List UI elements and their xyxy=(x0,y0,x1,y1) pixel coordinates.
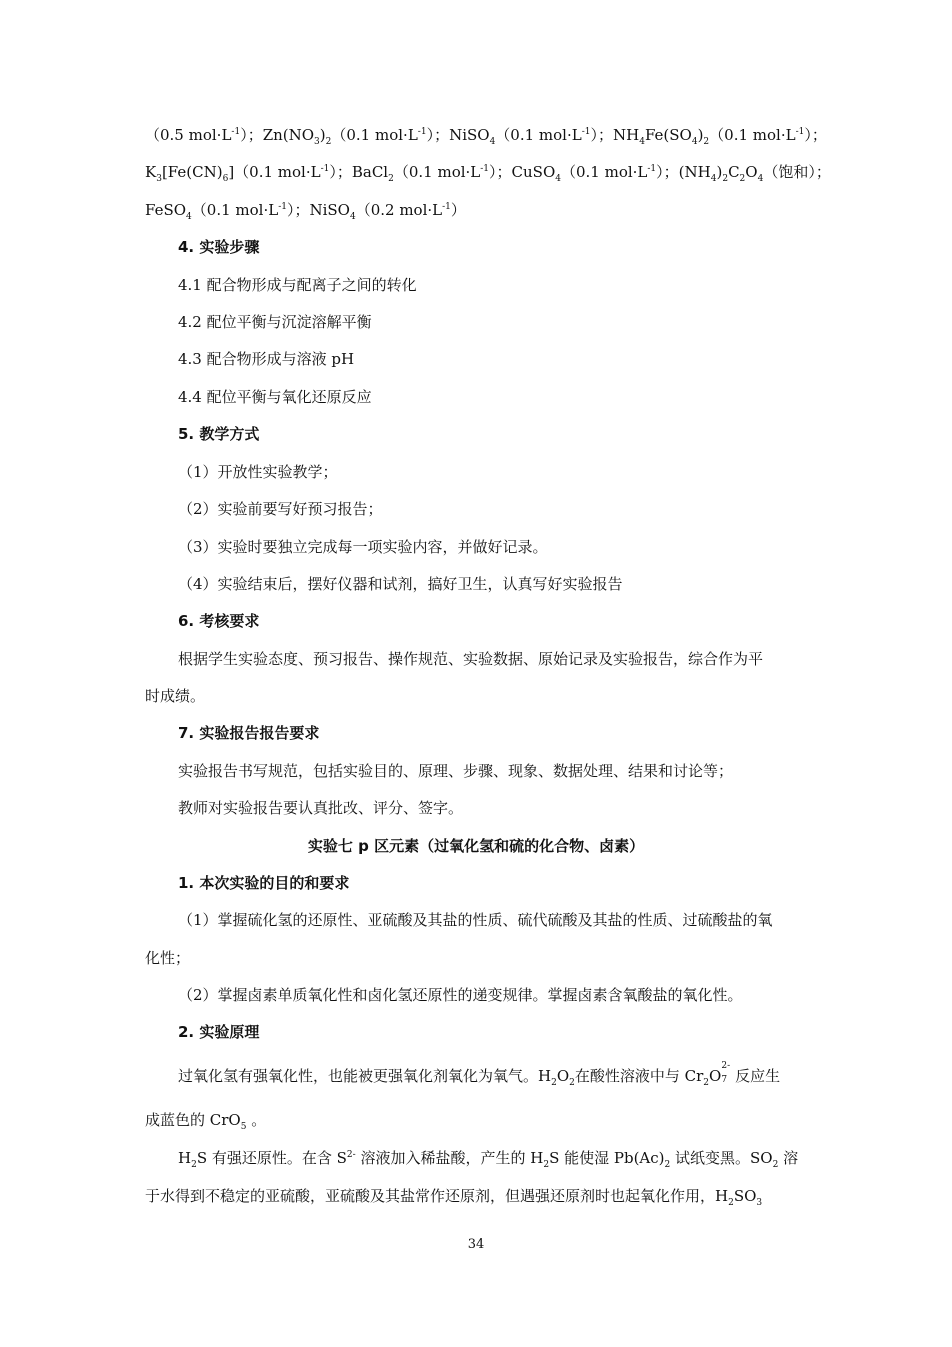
subscript: 3 xyxy=(156,174,162,184)
text-run: S 有强还原性。在含 S xyxy=(196,1149,347,1167)
experiment-title: 实验七 p 区元素（过氧化氢和硫的化合物、卤素） xyxy=(307,837,645,855)
principle-paragraph-2-cont xyxy=(145,1185,762,1207)
objective-item: 化性； xyxy=(145,949,191,967)
text-run: ]（0.1 mol·L xyxy=(228,163,321,181)
step-item: 4.1 配合物形成与配离子之间的转化 xyxy=(178,276,417,294)
subscript: 4 xyxy=(489,137,496,147)
page-number: 34 xyxy=(467,1237,485,1252)
text-run: 溶 xyxy=(778,1149,799,1167)
text-run: ）；NiSO xyxy=(426,126,490,144)
teaching-item: （2）实验前要写好预习报告； xyxy=(178,500,383,518)
principle-paragraph-2 xyxy=(178,1147,798,1169)
subscript: 4 xyxy=(691,137,698,147)
superscript: 2- xyxy=(346,1150,356,1160)
text-run: 成蓝色的 CrO xyxy=(145,1111,241,1129)
text-run: 试纸变黑。SO xyxy=(670,1149,773,1167)
text-run: 。 xyxy=(246,1111,267,1129)
text-run: 反应生 xyxy=(730,1067,781,1085)
text-run: ）；NH xyxy=(590,126,640,144)
subscript: 3 xyxy=(756,1198,763,1208)
section-4-heading: 4. 实验步骤 xyxy=(178,238,260,256)
text-run: 在酸性溶液中与 Cr xyxy=(574,1067,704,1085)
subscript: 4 xyxy=(639,137,645,147)
text-run: （0.1 mol·L xyxy=(495,126,582,144)
objective-item: （1）掌握硫化氢的还原性、亚硫酸及其盐的性质、硫代硫酸及其盐的性质、过硫酸盐的氧 xyxy=(178,911,773,929)
text-run: ）；Zn(NO xyxy=(240,126,315,144)
text-run: ） xyxy=(450,201,466,219)
teaching-item: （1）开放性实验教学； xyxy=(178,463,338,481)
text-run: S 能使湿 Pb(Ac) xyxy=(549,1149,665,1167)
reagent-line-3 xyxy=(145,199,466,221)
superscript: -1 xyxy=(442,202,451,212)
text-run: 过氧化氢有强氧化性，也能被更强氧化剂氧化为氧气。H xyxy=(178,1067,552,1085)
subscript: 2 xyxy=(543,1160,550,1170)
text-run: K xyxy=(145,163,157,181)
superscript: -1 xyxy=(417,127,427,137)
text-run: （饱和）； xyxy=(763,163,831,181)
subscript: 4 xyxy=(186,212,192,222)
subscript: 2 xyxy=(388,174,394,184)
text-run: FeSO xyxy=(145,201,187,219)
text-run: （0.1 mol·L xyxy=(560,163,648,181)
subscript: 4 xyxy=(757,174,764,184)
text-run: 于水得到不稳定的亚硫酸，亚硫酸及其盐常作还原剂，但遇强还原剂时也起氧化作用，H xyxy=(145,1187,729,1205)
reagent-line-2 xyxy=(145,161,831,183)
text-run: Fe(SO xyxy=(644,126,692,144)
text-run: ) xyxy=(716,163,723,181)
step-item: 4.4 配位平衡与氧化还原反应 xyxy=(178,388,372,406)
text-run: ）； xyxy=(804,126,827,144)
text-run: SO xyxy=(733,1187,757,1205)
principle-paragraph-1-cont xyxy=(145,1109,266,1131)
superscript: -1 xyxy=(231,127,241,137)
subscript: 2 xyxy=(569,1078,575,1088)
text-run: ）；(NH xyxy=(656,163,711,181)
text-run: O xyxy=(556,1067,570,1085)
section-5-heading: 5. 教学方式 xyxy=(178,425,260,443)
step-item: 4.2 配位平衡与沉淀溶解平衡 xyxy=(178,313,372,331)
text-run: （0.1 mol·L xyxy=(709,126,796,144)
step-item: 4.3 配合物形成与溶液 pH xyxy=(178,350,355,368)
superscript: -1 xyxy=(795,127,805,137)
subscript: 2 xyxy=(703,1078,710,1088)
text-run: ）；BaCl xyxy=(329,163,389,181)
subscript: 6 xyxy=(222,174,229,184)
text-run: [Fe(CN) xyxy=(161,163,223,181)
text-run: ) xyxy=(319,126,326,144)
subscript: 5 xyxy=(240,1122,247,1132)
assessment-text: 根据学生实验态度、预习报告、操作规范、实验数据、原始记录及实验报告，综合作为平 xyxy=(178,650,764,668)
text-run: （0.1 mol·L xyxy=(331,126,418,144)
text-run: C xyxy=(728,163,740,181)
reagent-line-1 xyxy=(145,124,827,146)
subscript: 4 xyxy=(710,174,717,184)
subscript: 7 xyxy=(721,1075,728,1085)
section-6-heading: 6. 考核要求 xyxy=(178,612,260,630)
teaching-item: （4）实验结束后，摆好仪器和试剂，搞好卫生，认真写好实验报告 xyxy=(178,575,623,593)
subscript: 2 xyxy=(191,1160,197,1170)
text-run: （0.2 mol·L xyxy=(355,201,443,219)
principle-heading: 2. 实验原理 xyxy=(178,1023,260,1041)
subscript: 2 xyxy=(664,1160,671,1170)
subscript: 2 xyxy=(728,1198,734,1208)
superscript: -1 xyxy=(647,164,657,174)
subscript: 4 xyxy=(349,212,356,222)
text-run: 溶液加入稀盐酸，产生的 H xyxy=(355,1149,544,1167)
text-run: （0.5 mol·L xyxy=(145,126,232,144)
subscript: 2 xyxy=(551,1078,557,1088)
objectives-heading: 1. 本次实验的目的和要求 xyxy=(178,874,350,892)
assessment-text: 时成绩。 xyxy=(145,687,206,705)
subscript: 2 xyxy=(325,137,332,147)
teaching-item: （3）实验时要独立完成每一项实验内容，并做好记录。 xyxy=(178,538,548,556)
report-requirement: 教师对实验报告要认真批改、评分、签字。 xyxy=(178,799,464,817)
subscript: 2 xyxy=(772,1160,779,1170)
superscript: -1 xyxy=(320,164,330,174)
text-run: O xyxy=(709,1067,722,1085)
subscript: 3 xyxy=(314,137,320,147)
superscript: -1 xyxy=(278,202,287,212)
subscript: 2 xyxy=(739,174,746,184)
principle-paragraph-1 xyxy=(178,1061,781,1088)
section-7-heading: 7. 实验报告报告要求 xyxy=(178,724,320,742)
subscript: 4 xyxy=(555,174,561,184)
text-run: ）；CuSO xyxy=(489,163,556,181)
text-run: ）；NiSO xyxy=(286,201,350,219)
report-requirement: 实验报告书写规范，包括实验目的、原理、步骤、现象、数据处理、结果和讨论等； xyxy=(178,762,734,780)
text-run: O xyxy=(745,163,758,181)
superscript: -1 xyxy=(581,127,591,137)
text-run: H xyxy=(178,1149,192,1167)
ion-charge xyxy=(721,1061,731,1085)
subscript: 2 xyxy=(703,137,710,147)
superscript: 2- xyxy=(721,1061,731,1071)
text-run: ) xyxy=(697,126,704,144)
superscript: -1 xyxy=(480,164,490,174)
subscript: 2 xyxy=(722,174,729,184)
text-run: （0.1 mol·L xyxy=(191,201,279,219)
text-run: （0.1 mol·L xyxy=(393,163,481,181)
objective-item: （2）掌握卤素单质氧化性和卤化氢还原性的递变规律。掌握卤素含氧酸盐的氧化性。 xyxy=(178,986,743,1004)
